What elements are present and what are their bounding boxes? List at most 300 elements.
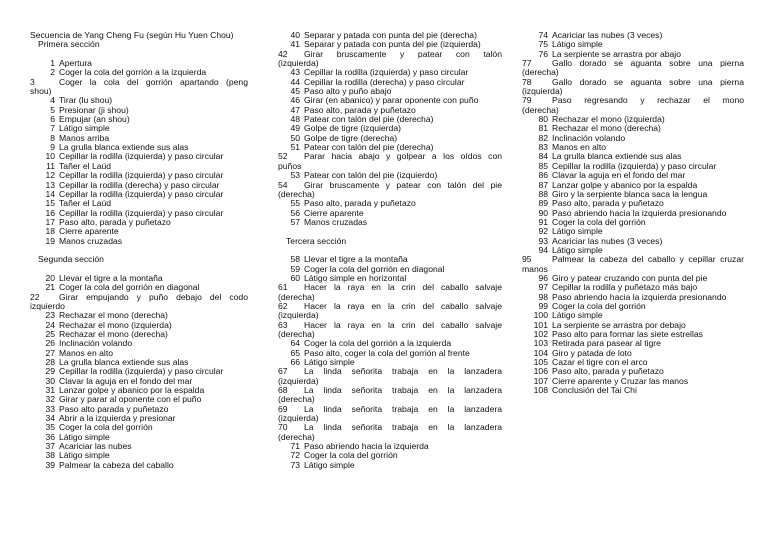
item-text-continuation: (izquierda) <box>278 310 319 321</box>
item-number: 90 <box>538 208 548 218</box>
list-item <box>522 218 744 227</box>
item-number: 36 <box>45 432 55 442</box>
list-item <box>522 124 744 133</box>
item-number: 41 <box>290 40 300 50</box>
item-number: 10 <box>45 152 55 162</box>
item-number: 32 <box>45 395 55 405</box>
item-number: 43 <box>290 68 300 78</box>
item-number: 84 <box>538 152 548 162</box>
item-text-continuation: (derecha) <box>522 104 559 115</box>
item-number: 69 <box>278 404 288 414</box>
item-number: 33 <box>45 404 55 414</box>
item-text: Cepillar la rodilla (izquierda) y paso circular <box>59 152 224 162</box>
item-number: 55 <box>290 199 300 209</box>
item-number: 31 <box>45 386 55 396</box>
list-item <box>30 423 248 432</box>
item-number: 65 <box>290 348 300 358</box>
item-text: Manos en alto <box>552 143 606 153</box>
item-text-continuation: (derecha) <box>278 431 315 442</box>
item-number: 21 <box>45 283 55 293</box>
item-number: 53 <box>290 171 300 181</box>
list-item <box>30 274 248 283</box>
spacer <box>30 265 248 274</box>
item-text: Látigo simple en horizontal <box>304 273 407 283</box>
list-item <box>30 349 248 358</box>
list-item <box>30 377 248 386</box>
item-number: 34 <box>45 414 55 424</box>
item-text: Lanzar golpe y abanico por la espalda <box>552 180 698 190</box>
item-text: Coger la cola del gorrión en diagonal <box>59 283 200 293</box>
list-item <box>30 115 248 124</box>
spacer <box>278 246 502 255</box>
item-text: Látigo simple <box>59 451 110 461</box>
item-number: 52 <box>278 152 288 162</box>
item-text: Paso alto, parada y puñetazo <box>59 217 171 227</box>
item-number: 9 <box>50 143 55 153</box>
item-text-continuation: izquierdo <box>30 300 65 311</box>
item-number: 99 <box>538 301 548 311</box>
item-text: Apertura <box>59 59 92 69</box>
item-text: Inclinación volando <box>552 133 626 143</box>
item-number: 61 <box>278 283 288 293</box>
section-heading: Primera sección <box>38 39 100 50</box>
item-number: 44 <box>290 77 300 87</box>
list-item <box>522 199 744 208</box>
list-item <box>30 96 248 105</box>
list-item <box>30 395 248 404</box>
item-text-continuation: (derecha) <box>278 188 315 199</box>
item-number: 87 <box>538 180 548 190</box>
item-text: Hacer la raya en la crin del caballo salvaje <box>304 283 502 293</box>
item-number: 108 <box>533 386 548 396</box>
item-text-continuation: (izquierda) <box>278 413 319 424</box>
item-text: Rechazar el mono (derecha) <box>59 330 168 339</box>
list-item <box>30 152 248 161</box>
item-text: Cepillar la rodilla (izquierda) y paso circular <box>59 171 224 181</box>
item-text: Tirar (lu shou) <box>59 96 113 106</box>
list-item <box>522 367 744 376</box>
item-text: Girar (en abanico) y parar oponente con puño <box>304 96 479 106</box>
item-number: 102 <box>533 330 548 339</box>
item-number: 98 <box>538 292 548 302</box>
item-text: Coger la cola del gorrión apartando (peng <box>59 77 248 87</box>
list-item <box>30 461 248 470</box>
column-1 <box>30 31 248 470</box>
item-number: 39 <box>45 460 55 470</box>
item-text: Coger la cola del gorrión <box>304 451 398 461</box>
item-number: 5 <box>50 105 55 115</box>
list-item <box>522 339 744 348</box>
item-number: 74 <box>538 31 548 40</box>
item-text: Paso alto, coger la cola del gorrión al frente <box>304 348 470 358</box>
item-number: 1 <box>50 59 55 69</box>
item-number: 96 <box>538 273 548 283</box>
item-text: Conclusión del Tai Chi <box>552 386 637 396</box>
item-number: 16 <box>45 208 55 218</box>
list-item <box>278 451 502 460</box>
item-text: Paso abriendo hacia la izquierda presionando <box>552 208 727 218</box>
item-text: Manos cruzadas <box>304 217 368 227</box>
item-text: Paso abriendo hacia la izquierda presionando <box>552 292 727 302</box>
list-item <box>278 255 502 264</box>
item-number: 15 <box>45 199 55 209</box>
item-text: Gallo dorado se aguanta sobre una pierna <box>552 59 744 69</box>
list-item <box>30 311 248 320</box>
item-text-continuation: (derecha) <box>522 67 559 78</box>
item-number: 2 <box>50 68 55 78</box>
item-text: La grulla blanca extiende sus alas <box>59 358 189 368</box>
item-text: Cepillar la rodilla y puñetazo más bajo <box>552 283 698 293</box>
item-text: Gallo dorado se aguanta sobre una pierna <box>552 77 744 87</box>
item-text: Cierre aparente <box>304 208 364 218</box>
list-item <box>278 274 502 283</box>
item-number: 4 <box>50 96 55 106</box>
item-text: Acariciar las nubes <box>59 442 132 452</box>
list-item <box>522 302 744 311</box>
item-number: 17 <box>45 217 55 227</box>
list-item <box>522 162 744 171</box>
item-number: 86 <box>538 171 548 181</box>
item-number: 18 <box>45 227 55 237</box>
item-number: 3 <box>30 77 35 87</box>
item-text: Cierre aparente <box>59 227 119 237</box>
item-text-continuation: (derecha) <box>278 394 315 405</box>
item-number: 38 <box>45 451 55 461</box>
list-item <box>278 124 502 133</box>
item-number: 51 <box>290 143 300 153</box>
item-text: Coger la cola del gorrión en diagonal <box>304 264 445 274</box>
item-number: 71 <box>290 442 300 452</box>
item-text: Cepillar la rodilla (izquierda) y paso circular <box>59 189 224 199</box>
spacer <box>30 50 248 59</box>
item-number: 79 <box>522 96 532 106</box>
section-heading: Segunda sección <box>38 254 104 265</box>
item-number: 49 <box>290 124 300 134</box>
item-text: Acariciar las nubes (3 veces) <box>552 236 663 246</box>
item-text: Giro y patada de loto <box>552 348 632 358</box>
item-text: Rechazar el mono (izquierda) <box>552 115 665 125</box>
item-number: 82 <box>538 133 548 143</box>
item-number: 11 <box>46 161 55 171</box>
list-item <box>522 171 744 180</box>
list-item <box>522 143 744 152</box>
item-number: 62 <box>278 301 288 311</box>
list-item <box>278 339 502 348</box>
item-text: Coger la cola del gorrión <box>59 423 153 433</box>
list-item <box>30 143 248 152</box>
list-item <box>522 31 744 40</box>
item-text: Paso alto, parada y puñetazo <box>304 105 416 115</box>
item-text: Látigo simple <box>552 311 603 321</box>
item-number: 100 <box>533 311 548 321</box>
item-number: 80 <box>538 115 548 125</box>
list-item <box>30 330 248 339</box>
item-number: 70 <box>278 423 288 433</box>
item-text: Coger la cola del gorrión a la izquierda <box>304 339 452 349</box>
list-item <box>278 358 502 367</box>
list-item <box>30 190 248 199</box>
item-text: Retirada para pasear al tigre <box>552 339 661 349</box>
list-item <box>522 209 744 218</box>
list-item <box>522 283 744 292</box>
list-item <box>522 330 744 339</box>
list-item <box>278 87 502 96</box>
item-text: Látigo simple <box>304 358 355 368</box>
list-item <box>278 209 502 218</box>
column-2 <box>278 31 502 470</box>
item-text: Separar y patada con punta del pie (izquierda) <box>304 40 481 50</box>
item-text: Cepillar la rodilla (izquierda) y paso circular <box>59 208 224 218</box>
item-number: 45 <box>290 87 300 97</box>
list-item <box>278 442 502 451</box>
list-item <box>278 134 502 143</box>
list-item <box>278 152 502 161</box>
item-text: Girar empujando y puño debajo del codo <box>59 292 248 302</box>
list-item <box>30 209 248 218</box>
list-item <box>522 358 744 367</box>
item-number: 67 <box>278 367 288 377</box>
item-number: 88 <box>538 189 548 199</box>
list-item <box>30 199 248 208</box>
list-item <box>30 405 248 414</box>
item-number: 93 <box>538 236 548 246</box>
document-title: Secuencia de Yang Cheng Fu (según Hu Yuen Chou) <box>30 30 234 40</box>
item-number: 37 <box>45 442 55 452</box>
list-item <box>30 433 248 442</box>
item-text: Látigo simple <box>304 460 355 470</box>
list-item <box>522 190 744 199</box>
item-number: 76 <box>538 49 548 59</box>
list-item <box>278 78 502 87</box>
item-number: 26 <box>45 339 55 349</box>
item-text: Separar y patada con punta del pie (derecha) <box>304 31 477 40</box>
item-text: Palmear la cabeza del caballo <box>59 460 174 470</box>
item-text: La serpiente se arrastra por abajo <box>552 49 681 59</box>
item-number: 85 <box>538 161 548 171</box>
item-text: Abrir a la izquierda y presionar <box>59 414 176 424</box>
item-number: 13 <box>45 180 55 190</box>
list-item <box>278 143 502 152</box>
item-number: 7 <box>50 124 55 134</box>
item-text: Llevar el tigre a la montaña <box>59 273 163 283</box>
list-item <box>278 40 502 49</box>
item-number: 73 <box>290 460 300 470</box>
list-item <box>522 237 744 246</box>
item-text-continuation: (izquierda) <box>278 375 319 386</box>
list-item <box>278 461 502 470</box>
item-number: 105 <box>533 358 548 368</box>
list-item <box>30 181 248 190</box>
item-text: Látigo simple <box>59 124 110 134</box>
item-text: Paso alto parada y puñetazo <box>59 404 169 414</box>
item-text: Clavar la aguja en el fondo del mar <box>552 171 686 181</box>
item-text: Girar bruscamente y patear con talón del pie <box>304 180 502 190</box>
list-item <box>278 106 502 115</box>
item-text: Giro y la serpiente blanca saca la lengua <box>552 189 708 199</box>
item-text: Paso alto, parada y puñetazo <box>552 199 664 209</box>
list-item <box>30 78 248 87</box>
item-text: La grulla blanca extiende sus alas <box>59 143 189 153</box>
item-text-continuation: (derecha) <box>278 329 315 339</box>
item-number: 68 <box>278 386 288 396</box>
list-item <box>30 367 248 376</box>
list-item <box>30 451 248 460</box>
item-text: La linda señorita trabaja en la lanzadera <box>304 367 502 377</box>
section-heading: Tercera sección <box>286 235 347 246</box>
item-text: Manos arriba <box>59 133 110 143</box>
item-text: Rechazar el mono (izquierda) <box>59 320 172 330</box>
list-item <box>522 246 744 255</box>
list-item <box>522 50 744 59</box>
list-item <box>278 115 502 124</box>
item-text: Girar y parar al oponente con el puño <box>59 395 202 405</box>
list-item <box>30 237 248 246</box>
item-number: 95 <box>522 255 532 265</box>
list-item <box>30 68 248 77</box>
list-item <box>30 171 248 180</box>
item-text-continuation: (derecha) <box>278 291 315 302</box>
item-number: 6 <box>50 115 55 125</box>
item-text: Coger la cola del gorrión <box>552 301 646 311</box>
list-item <box>522 255 744 264</box>
item-number: 78 <box>522 77 532 87</box>
item-number: 12 <box>45 171 55 181</box>
item-number: 54 <box>278 180 288 190</box>
item-number: 89 <box>538 199 548 209</box>
list-item <box>278 68 502 77</box>
item-number: 23 <box>45 311 55 321</box>
item-number: 40 <box>290 31 300 40</box>
item-text: Látigo simple <box>552 40 603 50</box>
item-number: 29 <box>45 367 55 377</box>
item-text: Cepillar la rodilla (derecha) y paso circular <box>59 180 220 190</box>
item-text: Hacer la raya en la crin del caballo salvaje <box>304 301 502 311</box>
item-text: Presionar (ji shou) <box>59 105 129 115</box>
list-item <box>522 134 744 143</box>
item-text: Golpe de tigre (derecha) <box>304 133 398 143</box>
item-text: Manos cruzadas <box>59 236 123 246</box>
list-item <box>278 96 502 105</box>
item-text: Coger la cola del gorrión a la izquierda <box>59 68 207 78</box>
item-text-continuation: (izquierda) <box>522 86 563 97</box>
item-number: 25 <box>45 330 55 339</box>
list-item <box>278 349 502 358</box>
item-number: 60 <box>290 273 300 283</box>
item-number: 47 <box>290 105 300 115</box>
list-item <box>522 181 744 190</box>
item-text: Girar bruscamente y patear con talón <box>304 49 502 59</box>
item-text: Parar hacia abajo y golpear a los oídos con <box>304 152 502 162</box>
item-text: Paso alto, parada y puñetazo <box>304 199 416 209</box>
item-number: 57 <box>290 217 300 227</box>
list-item <box>278 199 502 208</box>
list-item <box>522 311 744 320</box>
item-text: Rechazar el mono (derecha) <box>552 124 661 134</box>
item-text: Látigo simple <box>59 432 110 442</box>
list-item <box>522 321 744 330</box>
list-item <box>30 106 248 115</box>
list-item <box>522 349 744 358</box>
list-item <box>522 40 744 49</box>
item-text: La linda señorita trabaja en la lanzadera <box>304 404 502 414</box>
item-number: 64 <box>290 339 300 349</box>
item-number: 104 <box>533 348 548 358</box>
list-item <box>30 162 248 171</box>
item-text: La linda señorita trabaja en la lanzadera <box>304 423 502 433</box>
item-number: 28 <box>45 358 55 368</box>
item-number: 101 <box>533 320 548 330</box>
item-text: Paso alto, parada y puñetazo <box>552 367 664 377</box>
item-number: 63 <box>278 320 288 330</box>
item-text: Cazar el tigre con el arco <box>552 358 648 368</box>
list-item <box>522 152 744 161</box>
item-number: 20 <box>45 273 55 283</box>
item-number: 75 <box>538 40 548 50</box>
item-number: 46 <box>290 96 300 106</box>
list-item <box>30 124 248 133</box>
item-number: 77 <box>522 59 532 69</box>
list-item <box>278 31 502 40</box>
item-number: 30 <box>45 376 55 386</box>
item-text: Patear con talón del pie (derecha) <box>304 115 434 125</box>
list-item <box>30 283 248 292</box>
item-text: Látigo simple <box>552 245 603 255</box>
item-text: Palmear la cabeza del caballo y cepillar cruzar <box>552 255 744 265</box>
item-text-continuation: (izquierda) <box>278 58 319 69</box>
list-item <box>30 134 248 143</box>
item-text: Paso alto para formar las siete estrellas <box>552 330 703 339</box>
item-number: 48 <box>290 115 300 125</box>
column-3 <box>522 31 744 395</box>
item-text: Paso abriendo hacia la izquierda <box>304 442 429 452</box>
item-text: Giro y patear cruzando con punta del pie <box>552 273 708 283</box>
item-text: La grulla blanca extiende sus alas <box>552 152 682 162</box>
item-text: Patear con talón del pie (izquierdo) <box>304 171 438 181</box>
item-number: 27 <box>45 348 55 358</box>
item-text: Látigo simple <box>552 227 603 237</box>
item-text: Cepillar la rodilla (izquierda) y paso circular <box>304 68 469 78</box>
list-item <box>30 386 248 395</box>
item-text: Paso alto y puño abajo <box>304 87 392 97</box>
item-number: 58 <box>290 255 300 265</box>
list-item <box>522 293 744 302</box>
list-item <box>30 414 248 423</box>
item-number: 42 <box>278 49 288 59</box>
item-number: 94 <box>538 245 548 255</box>
list-item <box>30 227 248 236</box>
item-text: Coger la cola del gorrión <box>552 217 646 227</box>
list-item <box>522 227 744 236</box>
item-number: 92 <box>538 227 548 237</box>
list-item <box>522 377 744 386</box>
item-number: 97 <box>538 283 548 293</box>
list-item <box>30 321 248 330</box>
item-text: Acariciar las nubes (3 veces) <box>552 31 663 40</box>
item-text-continuation: puños <box>278 160 302 171</box>
item-text: La linda señorita trabaja en la lanzadera <box>304 386 502 396</box>
item-number: 72 <box>290 451 300 461</box>
item-number: 83 <box>538 143 548 153</box>
item-text: Cepillar la rodilla (izquierda) y paso circular <box>552 161 717 171</box>
list-item <box>278 265 502 274</box>
item-number: 50 <box>290 133 300 143</box>
item-text: Tañer el Laúd <box>59 199 112 209</box>
item-number: 107 <box>533 376 548 386</box>
list-item <box>30 59 248 68</box>
item-text: Cierre aparente y Cruzar las manos <box>552 376 689 386</box>
item-number: 81 <box>538 124 548 134</box>
list-item <box>30 339 248 348</box>
